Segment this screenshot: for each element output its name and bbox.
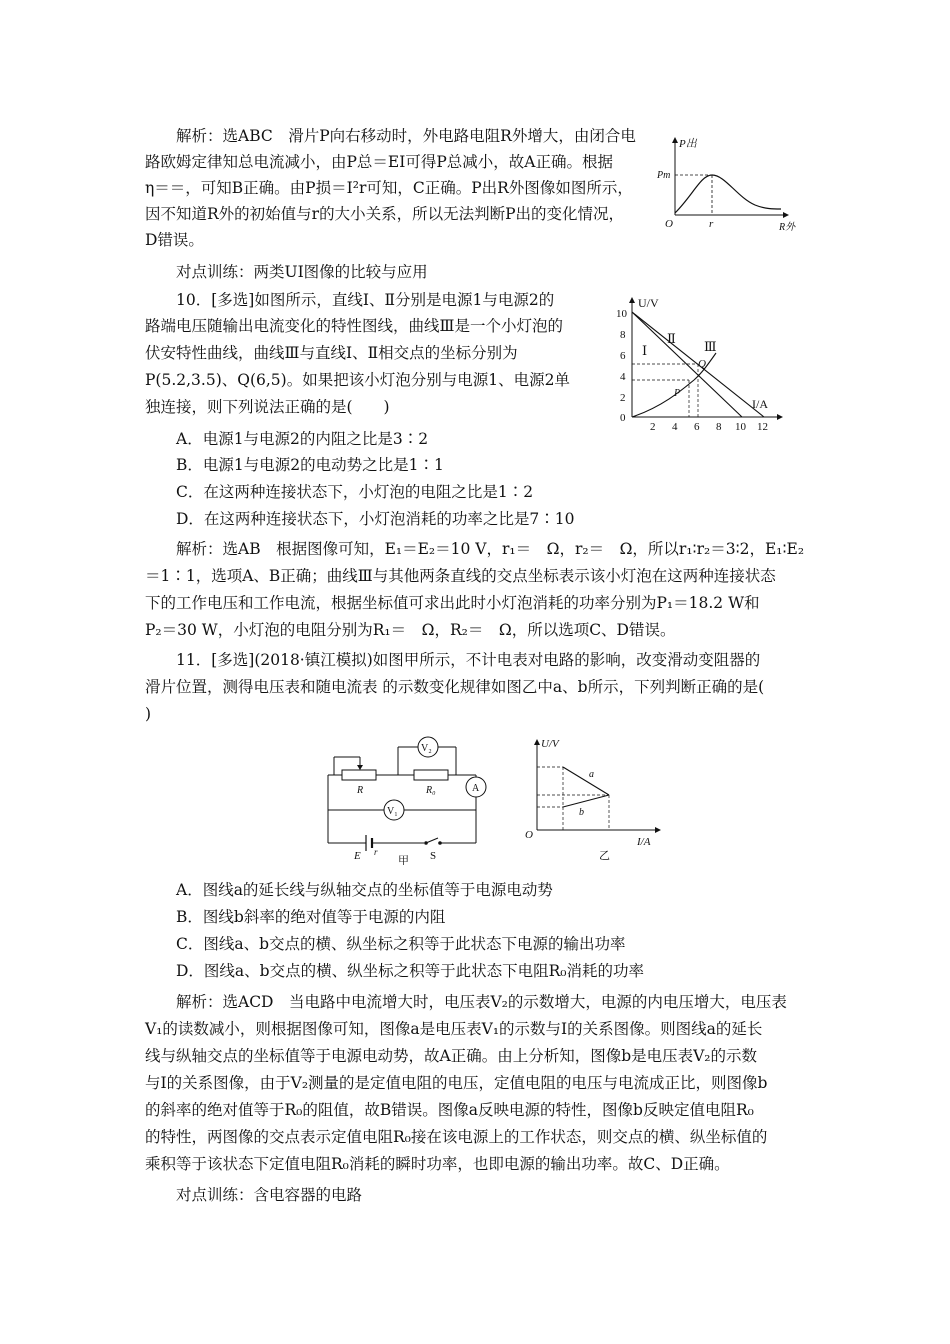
ui-x-tick-2: 2: [650, 421, 656, 433]
q11-option-a: A．图线a的延长线与纵轴交点的坐标值等于电源电动势: [176, 881, 553, 899]
resistor-r: [342, 770, 376, 780]
q10-line-2: 路端电压随输出电流变化的特性图线，曲线Ⅲ是一个小灯泡的: [145, 317, 563, 335]
yi-x-arrow: [655, 827, 661, 833]
heading-capacitor-circuits: 对点训练：含电容器的电路: [176, 1186, 363, 1204]
ui-y-tick-6: 6: [620, 350, 626, 362]
analysis11-line-2: V₁的读数减小，则根据图像可知，图像a是电压表V₁的示数与I的关系图像。则图线a的延长: [145, 1020, 763, 1038]
analysis9-line-4: 因不知道R外的初始值与r的大小关系，所以无法判断P出的变化情况，: [145, 205, 625, 223]
q11-line-2: 滑片位置，测得电压表和随电流表 的示数变化规律如图乙中a、b所示，下列判断正确的是(: [145, 678, 765, 696]
analysis11-line-5: 的斜率的绝对值等于R₀的阻值，故B错误。图像a反映电源的特性，图像b反映定值电阻R₀: [145, 1101, 754, 1119]
ui-x-arrow: [777, 414, 783, 420]
ui-x-label: I/A: [752, 397, 768, 411]
circuit-figure: [318, 735, 498, 865]
q10-option-c: C．在这两种连接状态下，小灯泡的电阻之比是1∶2: [176, 483, 534, 501]
analysis10-line-3: 下的工作电压和工作电流，根据坐标值可求出此时小灯泡消耗的功率分别为P₁＝18.2 W和: [145, 594, 760, 612]
analysis10-line-4: P₂＝30 W，小灯泡的电阻分别为R₁＝ Ω，R₂＝ Ω，所以选项C、D错误。: [145, 621, 676, 639]
analysis11-line-3: 线与纵轴交点的坐标值等于电源电动势，故A正确。由上分析知，图像b是电压表V₂的示数: [145, 1047, 758, 1065]
label-e: E: [354, 850, 361, 862]
label-switch: S: [430, 850, 437, 862]
analysis10-line-2: ＝1∶1，选项A、B正确；曲线Ⅲ与其他两条直线的交点坐标表示该小灯泡在这两种连接状态: [145, 567, 776, 585]
q10-option-a: A．电源1与电源2的内阻之比是3∶2: [176, 430, 429, 448]
analysis9-line-1: 解析：选ABC 滑片P向右移动时，外电路电阻R外增大，由闭合电: [176, 127, 636, 145]
line-II-label: Ⅱ: [667, 331, 676, 346]
yi-a-label: a: [589, 769, 594, 780]
yi-y-arrow: [534, 739, 540, 745]
q11-line-1: 11．[多选](2018·镇江模拟)如图甲所示，不计电表对电路的影响，改变滑动变阻器的: [176, 651, 761, 669]
q10-line-5: 独连接，则下列说法正确的是( ): [145, 398, 390, 416]
ui-x-tick-10: 10: [735, 421, 746, 433]
q10-option-d: D．在这两种连接状态下，小灯泡消耗的功率之比是7∶10: [176, 510, 575, 528]
q11-option-d: D．图线a、b交点的横、纵坐标之积等于此状态下电阻R₀消耗的功率: [176, 962, 644, 980]
power-x-label: R外: [779, 222, 796, 233]
curve-III-label: Ⅲ: [704, 339, 717, 354]
q11-line-3: ): [145, 705, 152, 723]
power-y-arrow: [672, 137, 678, 143]
power-x-arrow: [783, 212, 789, 218]
heading-ui-graphs: 对点训练：两类UI图像的比较与应用: [176, 263, 428, 281]
line-I-label: Ⅰ: [642, 343, 648, 358]
ui-y-tick-0: 0: [620, 412, 626, 424]
q10-line-4: P(5.2,3.5)、Q(6,5)。如果把该小灯泡分别与电源1、电源2单: [145, 371, 570, 389]
label-internal-r: r: [374, 847, 378, 857]
line-a: [563, 767, 609, 795]
ui-x-tick-8: 8: [716, 421, 722, 433]
point-q-label: Q: [698, 358, 706, 370]
ui-x-tick-12: 12: [757, 421, 768, 433]
yi-b-label: b: [579, 807, 584, 818]
yi-x-label: I/A: [637, 836, 651, 848]
analysis11-line-7: 乘积等于该状态下定值电阻R₀消耗的瞬时功率，也即电源的输出功率。故C、D正确。: [145, 1155, 730, 1173]
power-curve-figure: [655, 135, 805, 235]
pm-label: Pm: [657, 170, 671, 181]
ui-x-tick-6: 6: [694, 421, 700, 433]
q10-line-3: 伏安特性曲线，曲线Ⅲ与直线Ⅰ、Ⅱ相交点的坐标分别为: [145, 344, 518, 362]
analysis11-line-1: 解析：选ACD 当电路中电流增大时，电压表V₂的示数增大，电源的内电压增大，电压表: [176, 993, 787, 1011]
line-b: [563, 795, 609, 807]
label-r: R: [357, 785, 364, 796]
ui-graph-figure: [612, 295, 792, 435]
analysis11-line-4: 与I的关系图像，由于V₂测量的是定值电阻的电压，定值电阻的电压与电流成正比，则图像b: [145, 1074, 768, 1092]
circuit-caption: 甲: [398, 855, 409, 865]
point-p-label: P: [674, 388, 681, 399]
analysis9-line-3: η＝＝，可知B正确。由P损＝I²r可知，C正确。P出R外图像如图所示，: [145, 179, 633, 197]
yi-caption: 乙: [599, 850, 610, 860]
ui-y-tick-4: 4: [620, 371, 626, 383]
ui-y-arrow: [629, 297, 635, 303]
graph-yi-figure: [515, 735, 675, 860]
switch-blade: [426, 838, 438, 843]
q11-option-c: C．图线a、b交点的横、纵坐标之积等于此状态下电源的输出功率: [176, 935, 626, 953]
analysis10-line-1: 解析：选AB 根据图像可知，E₁＝E₂＝10 V，r₁＝ Ω，r₂＝ Ω，所以r₁∶r₂＝3∶2，E₁∶E₂: [176, 540, 805, 558]
yi-origin: O: [525, 829, 533, 841]
label-v1: V₁: [387, 806, 398, 817]
q11-option-b: B．图线b斜率的绝对值等于电源的内阻: [176, 908, 446, 926]
q10-line-1: 10．[多选]如图所示，直线Ⅰ、Ⅱ分别是电源1与电源2的: [176, 291, 555, 309]
q10-option-b: B．电源1与电源2的电动势之比是1∶1: [176, 456, 444, 474]
label-v2: V₂: [421, 743, 432, 754]
power-curve: [675, 175, 781, 213]
ui-y-label: U/V: [638, 296, 659, 310]
ui-y-tick-8: 8: [620, 329, 626, 341]
label-r0: R₀: [426, 785, 436, 796]
line-I: [632, 312, 742, 417]
analysis9-line-2: 路欧姆定律知总电流减小，由P总＝EI可得P总减小，故A正确。根据: [145, 153, 613, 171]
resistor-r0: [414, 770, 448, 780]
ui-x-tick-4: 4: [672, 421, 678, 433]
power-r-label: r: [709, 218, 714, 230]
power-y-label: P出: [679, 138, 697, 150]
power-origin: O: [665, 218, 673, 230]
ui-y-tick-10: 10: [616, 308, 627, 320]
slider-arrow: [357, 765, 363, 770]
ui-y-tick-2: 2: [620, 392, 626, 404]
analysis11-line-6: 的特性，两图像的交点表示定值电阻R₀接在该电源上的工作状态，则交点的横、纵坐标值的: [145, 1128, 768, 1146]
analysis9-line-5: D错误。: [145, 231, 204, 249]
label-ammeter: A: [472, 783, 480, 794]
yi-y-label: U/V: [541, 738, 559, 750]
